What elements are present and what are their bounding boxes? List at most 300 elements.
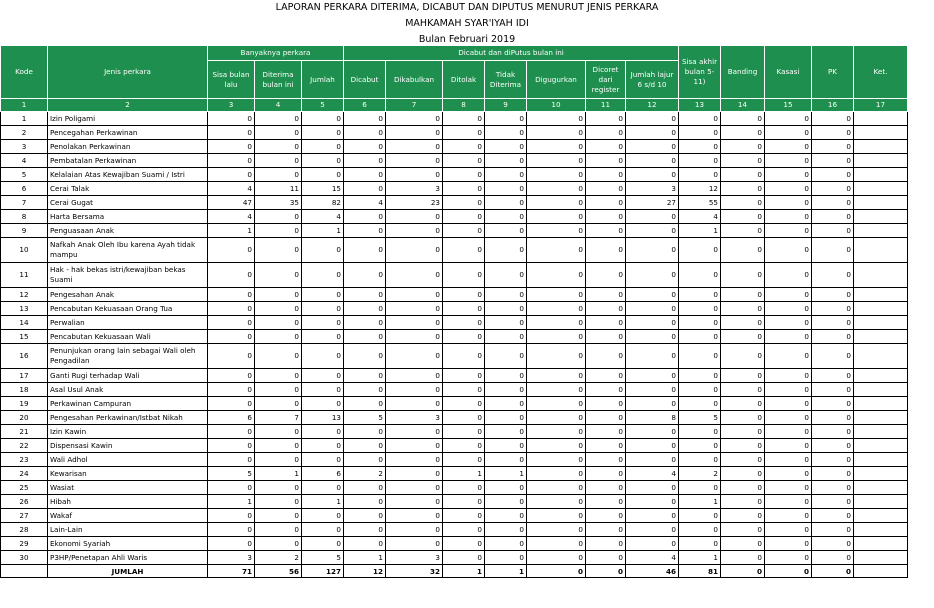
row-value: 0 bbox=[527, 537, 586, 551]
row-value: 0 bbox=[302, 425, 344, 439]
column-number: 8 bbox=[443, 99, 485, 112]
row-value: 0 bbox=[812, 196, 854, 210]
row-jenis: Wakaf bbox=[48, 509, 208, 523]
row-kode: 17 bbox=[1, 369, 48, 383]
row-value: 0 bbox=[208, 112, 255, 126]
row-value: 0 bbox=[586, 369, 626, 383]
row-value: 0 bbox=[443, 425, 485, 439]
row-jenis: Penunjukan orang lain sebagai Wali oleh Pengadilan bbox=[48, 344, 208, 369]
row-value: 0 bbox=[302, 481, 344, 495]
row-value: 0 bbox=[626, 263, 679, 288]
table-row bbox=[1, 411, 908, 425]
row-value: 0 bbox=[586, 425, 626, 439]
row-value: 0 bbox=[721, 439, 765, 453]
total-value: 0 bbox=[527, 565, 586, 578]
row-kode: 26 bbox=[1, 495, 48, 509]
row-value: 0 bbox=[586, 112, 626, 126]
table-row bbox=[1, 495, 908, 509]
row-value: 0 bbox=[386, 369, 443, 383]
row-value: 0 bbox=[485, 238, 527, 263]
row-value: 0 bbox=[765, 288, 812, 302]
row-value: 0 bbox=[765, 509, 812, 523]
col-sisa-lalu: Sisa bulan lalu bbox=[208, 61, 255, 99]
row-value: 6 bbox=[208, 411, 255, 425]
row-value: 2 bbox=[679, 467, 721, 481]
row-value: 3 bbox=[386, 551, 443, 565]
row-value: 0 bbox=[302, 537, 344, 551]
row-ket bbox=[854, 263, 908, 288]
row-ket bbox=[854, 439, 908, 453]
row-value: 0 bbox=[812, 344, 854, 369]
column-number: 3 bbox=[208, 99, 255, 112]
row-value: 0 bbox=[485, 383, 527, 397]
row-value: 0 bbox=[721, 316, 765, 330]
row-value: 0 bbox=[208, 509, 255, 523]
row-ket bbox=[854, 210, 908, 224]
row-value: 0 bbox=[626, 140, 679, 154]
row-kode: 18 bbox=[1, 383, 48, 397]
row-value: 0 bbox=[679, 302, 721, 316]
row-value: 0 bbox=[765, 425, 812, 439]
row-value: 0 bbox=[485, 196, 527, 210]
row-value: 0 bbox=[721, 383, 765, 397]
table-row bbox=[1, 224, 908, 238]
row-value: 0 bbox=[302, 168, 344, 182]
row-value: 0 bbox=[527, 411, 586, 425]
row-value: 0 bbox=[721, 126, 765, 140]
row-ket bbox=[854, 425, 908, 439]
row-jenis: P3HP/Penetapan Ahli Waris bbox=[48, 551, 208, 565]
row-jenis: Izin Poligami bbox=[48, 112, 208, 126]
row-value: 1 bbox=[344, 551, 386, 565]
total-value: 71 bbox=[208, 565, 255, 578]
row-value: 0 bbox=[812, 224, 854, 238]
total-value: 1 bbox=[443, 565, 485, 578]
row-jenis: Pengesahan Anak bbox=[48, 288, 208, 302]
col-jumlah-lajur: Jumlah lajur 6 s/d 10 bbox=[626, 61, 679, 99]
row-value: 0 bbox=[302, 288, 344, 302]
row-value: 0 bbox=[527, 154, 586, 168]
table-row bbox=[1, 112, 908, 126]
row-value: 0 bbox=[765, 495, 812, 509]
row-jenis: Cerai Talak bbox=[48, 182, 208, 196]
row-value: 0 bbox=[812, 509, 854, 523]
column-number-row bbox=[1, 99, 908, 112]
row-value: 0 bbox=[255, 316, 302, 330]
row-value: 0 bbox=[626, 288, 679, 302]
row-value: 0 bbox=[721, 238, 765, 263]
row-value: 0 bbox=[255, 112, 302, 126]
row-value: 0 bbox=[527, 196, 586, 210]
row-value: 0 bbox=[302, 238, 344, 263]
row-value: 0 bbox=[812, 523, 854, 537]
row-value: 0 bbox=[586, 551, 626, 565]
row-value: 0 bbox=[386, 210, 443, 224]
row-value: 0 bbox=[812, 369, 854, 383]
row-value: 0 bbox=[721, 481, 765, 495]
table-row bbox=[1, 210, 908, 224]
row-jenis: Nafkah Anak Oleh Ibu karena Ayah tidak mampu bbox=[48, 238, 208, 263]
row-value: 0 bbox=[443, 168, 485, 182]
row-value: 82 bbox=[302, 196, 344, 210]
row-value: 0 bbox=[527, 467, 586, 481]
row-value: 0 bbox=[344, 224, 386, 238]
row-value: 0 bbox=[765, 302, 812, 316]
row-value: 0 bbox=[765, 537, 812, 551]
row-value: 0 bbox=[208, 330, 255, 344]
row-value: 5 bbox=[344, 411, 386, 425]
table-row bbox=[1, 140, 908, 154]
row-value: 0 bbox=[443, 369, 485, 383]
row-value: 0 bbox=[586, 302, 626, 316]
row-value: 0 bbox=[302, 154, 344, 168]
row-value: 0 bbox=[626, 509, 679, 523]
row-value: 0 bbox=[485, 411, 527, 425]
row-kode: 10 bbox=[1, 238, 48, 263]
row-jenis: Kelalaian Atas Kewajiban Suami / Istri bbox=[48, 168, 208, 182]
row-kode: 19 bbox=[1, 397, 48, 411]
row-value: 0 bbox=[626, 344, 679, 369]
row-value: 0 bbox=[344, 344, 386, 369]
report-title-block bbox=[0, 0, 934, 48]
row-kode: 8 bbox=[1, 210, 48, 224]
case-report-table bbox=[0, 45, 908, 578]
row-value: 0 bbox=[721, 140, 765, 154]
row-value: 0 bbox=[527, 302, 586, 316]
col-dicabut: Dicabut bbox=[344, 61, 386, 99]
row-value: 0 bbox=[443, 481, 485, 495]
row-value: 0 bbox=[255, 238, 302, 263]
row-value: 0 bbox=[485, 397, 527, 411]
row-ket bbox=[854, 224, 908, 238]
row-value: 0 bbox=[302, 383, 344, 397]
row-value: 0 bbox=[721, 411, 765, 425]
row-value: 0 bbox=[443, 154, 485, 168]
row-value: 0 bbox=[765, 330, 812, 344]
row-value: 1 bbox=[679, 551, 721, 565]
row-value: 0 bbox=[302, 316, 344, 330]
row-value: 0 bbox=[386, 238, 443, 263]
row-value: 0 bbox=[679, 288, 721, 302]
row-ket bbox=[854, 140, 908, 154]
row-ket bbox=[854, 509, 908, 523]
row-value: 0 bbox=[386, 537, 443, 551]
column-number: 7 bbox=[386, 99, 443, 112]
row-value: 0 bbox=[386, 439, 443, 453]
col-digugurkan: Digugurkan bbox=[527, 61, 586, 99]
row-value: 0 bbox=[443, 551, 485, 565]
report-period: Bulan Februari 2019 bbox=[418, 34, 516, 45]
row-value: 0 bbox=[344, 330, 386, 344]
row-value: 0 bbox=[344, 383, 386, 397]
row-value: 0 bbox=[721, 263, 765, 288]
row-value: 0 bbox=[344, 210, 386, 224]
row-value: 0 bbox=[721, 425, 765, 439]
row-value: 0 bbox=[626, 168, 679, 182]
row-value: 0 bbox=[626, 397, 679, 411]
row-kode: 20 bbox=[1, 411, 48, 425]
row-value: 0 bbox=[527, 439, 586, 453]
row-value: 0 bbox=[721, 182, 765, 196]
row-value: 4 bbox=[208, 182, 255, 196]
row-value: 0 bbox=[386, 467, 443, 481]
row-value: 0 bbox=[208, 425, 255, 439]
row-value: 0 bbox=[765, 383, 812, 397]
row-value: 0 bbox=[255, 288, 302, 302]
total-row bbox=[1, 565, 908, 578]
row-value: 0 bbox=[386, 383, 443, 397]
row-value: 0 bbox=[302, 140, 344, 154]
column-number: 4 bbox=[255, 99, 302, 112]
row-value: 0 bbox=[386, 224, 443, 238]
row-jenis: Wasiat bbox=[48, 481, 208, 495]
row-value: 0 bbox=[721, 330, 765, 344]
row-value: 0 bbox=[679, 263, 721, 288]
row-value: 0 bbox=[443, 495, 485, 509]
row-value: 0 bbox=[812, 439, 854, 453]
row-value: 0 bbox=[679, 481, 721, 495]
row-value: 0 bbox=[812, 140, 854, 154]
row-value: 0 bbox=[721, 453, 765, 467]
row-value: 0 bbox=[443, 224, 485, 238]
row-value: 0 bbox=[765, 316, 812, 330]
row-value: 1 bbox=[485, 467, 527, 481]
row-value: 6 bbox=[302, 467, 344, 481]
total-value: 0 bbox=[765, 565, 812, 578]
row-value: 0 bbox=[485, 495, 527, 509]
row-jenis: Dispensasi Kawin bbox=[48, 439, 208, 453]
row-value: 0 bbox=[721, 523, 765, 537]
row-value: 3 bbox=[626, 182, 679, 196]
row-value: 0 bbox=[626, 330, 679, 344]
row-value: 0 bbox=[626, 210, 679, 224]
row-value: 0 bbox=[765, 210, 812, 224]
row-value: 0 bbox=[679, 140, 721, 154]
row-value: 0 bbox=[679, 369, 721, 383]
row-value: 0 bbox=[586, 537, 626, 551]
column-number: 9 bbox=[485, 99, 527, 112]
row-value: 0 bbox=[485, 302, 527, 316]
row-value: 0 bbox=[386, 302, 443, 316]
row-jenis: Lain-Lain bbox=[48, 523, 208, 537]
row-ket bbox=[854, 344, 908, 369]
row-kode: 24 bbox=[1, 467, 48, 481]
row-value: 0 bbox=[344, 126, 386, 140]
row-value: 0 bbox=[812, 182, 854, 196]
table-row bbox=[1, 344, 908, 369]
row-value: 0 bbox=[344, 154, 386, 168]
row-value: 0 bbox=[255, 330, 302, 344]
table-row bbox=[1, 196, 908, 210]
row-value: 0 bbox=[386, 316, 443, 330]
row-value: 0 bbox=[527, 481, 586, 495]
row-value: 35 bbox=[255, 196, 302, 210]
row-ket bbox=[854, 126, 908, 140]
row-value: 0 bbox=[485, 316, 527, 330]
row-value: 0 bbox=[443, 537, 485, 551]
row-value: 0 bbox=[812, 263, 854, 288]
table-body bbox=[1, 112, 908, 565]
row-value: 0 bbox=[443, 140, 485, 154]
row-value: 0 bbox=[812, 302, 854, 316]
row-value: 0 bbox=[527, 495, 586, 509]
row-value: 0 bbox=[586, 509, 626, 523]
row-value: 0 bbox=[255, 439, 302, 453]
row-value: 0 bbox=[386, 168, 443, 182]
row-value: 0 bbox=[721, 509, 765, 523]
row-ket bbox=[854, 383, 908, 397]
row-value: 0 bbox=[302, 509, 344, 523]
row-jenis: Pencegahan Perkawinan bbox=[48, 126, 208, 140]
row-value: 0 bbox=[812, 453, 854, 467]
row-ket bbox=[854, 238, 908, 263]
row-value: 0 bbox=[527, 509, 586, 523]
row-value: 0 bbox=[443, 238, 485, 263]
row-value: 0 bbox=[386, 397, 443, 411]
row-value: 0 bbox=[208, 126, 255, 140]
row-value: 0 bbox=[527, 397, 586, 411]
row-value: 0 bbox=[443, 453, 485, 467]
row-value: 0 bbox=[626, 316, 679, 330]
row-value: 0 bbox=[812, 481, 854, 495]
row-value: 0 bbox=[812, 330, 854, 344]
row-value: 0 bbox=[255, 210, 302, 224]
row-value: 0 bbox=[812, 383, 854, 397]
row-value: 0 bbox=[586, 126, 626, 140]
row-value: 0 bbox=[812, 537, 854, 551]
column-number: 14 bbox=[721, 99, 765, 112]
row-value: 0 bbox=[679, 439, 721, 453]
row-jenis: Perwalian bbox=[48, 316, 208, 330]
row-value: 15 bbox=[302, 182, 344, 196]
row-value: 0 bbox=[443, 112, 485, 126]
row-value: 0 bbox=[386, 140, 443, 154]
row-value: 0 bbox=[679, 238, 721, 263]
row-value: 0 bbox=[344, 481, 386, 495]
row-value: 0 bbox=[586, 263, 626, 288]
row-value: 0 bbox=[302, 263, 344, 288]
total-value: 0 bbox=[721, 565, 765, 578]
row-ket bbox=[854, 154, 908, 168]
row-value: 0 bbox=[386, 481, 443, 495]
row-value: 0 bbox=[721, 288, 765, 302]
row-value: 0 bbox=[485, 481, 527, 495]
row-value: 0 bbox=[586, 168, 626, 182]
row-value: 0 bbox=[208, 344, 255, 369]
row-value: 0 bbox=[386, 344, 443, 369]
row-ket bbox=[854, 316, 908, 330]
row-value: 0 bbox=[208, 523, 255, 537]
row-value: 0 bbox=[765, 238, 812, 263]
row-value: 0 bbox=[485, 425, 527, 439]
row-value: 0 bbox=[344, 453, 386, 467]
row-value: 0 bbox=[527, 344, 586, 369]
row-value: 0 bbox=[443, 344, 485, 369]
row-ket bbox=[854, 411, 908, 425]
row-value: 0 bbox=[586, 330, 626, 344]
row-value: 0 bbox=[208, 302, 255, 316]
table-row bbox=[1, 154, 908, 168]
row-value: 0 bbox=[485, 210, 527, 224]
row-value: 0 bbox=[255, 263, 302, 288]
row-value: 0 bbox=[255, 302, 302, 316]
row-value: 11 bbox=[255, 182, 302, 196]
row-value: 12 bbox=[679, 182, 721, 196]
table-row bbox=[1, 551, 908, 565]
row-value: 0 bbox=[485, 537, 527, 551]
row-value: 0 bbox=[443, 288, 485, 302]
row-value: 0 bbox=[586, 288, 626, 302]
row-value: 0 bbox=[255, 425, 302, 439]
row-value: 4 bbox=[208, 210, 255, 224]
row-kode: 12 bbox=[1, 288, 48, 302]
total-value: 81 bbox=[679, 565, 721, 578]
row-value: 0 bbox=[443, 509, 485, 523]
row-value: 0 bbox=[443, 523, 485, 537]
row-value: 0 bbox=[208, 140, 255, 154]
row-ket bbox=[854, 288, 908, 302]
table-row bbox=[1, 481, 908, 495]
total-ket bbox=[854, 565, 908, 578]
row-value: 0 bbox=[679, 453, 721, 467]
column-number: 17 bbox=[854, 99, 908, 112]
total-value: 127 bbox=[302, 565, 344, 578]
row-value: 0 bbox=[721, 467, 765, 481]
row-value: 0 bbox=[344, 425, 386, 439]
row-kode: 2 bbox=[1, 126, 48, 140]
row-value: 0 bbox=[485, 453, 527, 467]
row-jenis: Pembatalan Perkawinan bbox=[48, 154, 208, 168]
row-ket bbox=[854, 397, 908, 411]
row-value: 0 bbox=[765, 551, 812, 565]
row-ket bbox=[854, 467, 908, 481]
row-value: 0 bbox=[443, 439, 485, 453]
column-number: 13 bbox=[679, 99, 721, 112]
total-value: 0 bbox=[586, 565, 626, 578]
row-value: 0 bbox=[626, 523, 679, 537]
table-row bbox=[1, 467, 908, 481]
row-value: 0 bbox=[765, 344, 812, 369]
row-jenis: Hibah bbox=[48, 495, 208, 509]
row-value: 0 bbox=[721, 344, 765, 369]
row-value: 23 bbox=[386, 196, 443, 210]
column-number: 12 bbox=[626, 99, 679, 112]
row-jenis: Harta Bersama bbox=[48, 210, 208, 224]
row-value: 0 bbox=[485, 439, 527, 453]
group-banyaknya: Banyaknya perkara bbox=[208, 46, 344, 61]
row-value: 0 bbox=[626, 537, 679, 551]
row-value: 0 bbox=[626, 369, 679, 383]
row-value: 0 bbox=[344, 168, 386, 182]
row-value: 0 bbox=[527, 425, 586, 439]
row-value: 4 bbox=[344, 196, 386, 210]
row-value: 3 bbox=[208, 551, 255, 565]
row-value: 0 bbox=[586, 411, 626, 425]
row-jenis: Hak - hak bekas istri/kewajiban bekas Suami bbox=[48, 263, 208, 288]
row-value: 0 bbox=[626, 112, 679, 126]
row-value: 0 bbox=[721, 369, 765, 383]
row-value: 0 bbox=[679, 330, 721, 344]
row-value: 0 bbox=[721, 397, 765, 411]
row-value: 0 bbox=[586, 210, 626, 224]
row-value: 0 bbox=[485, 330, 527, 344]
row-value: 2 bbox=[344, 467, 386, 481]
table-row bbox=[1, 238, 908, 263]
row-value: 0 bbox=[527, 112, 586, 126]
row-value: 0 bbox=[586, 523, 626, 537]
row-ket bbox=[854, 196, 908, 210]
row-value: 0 bbox=[208, 168, 255, 182]
